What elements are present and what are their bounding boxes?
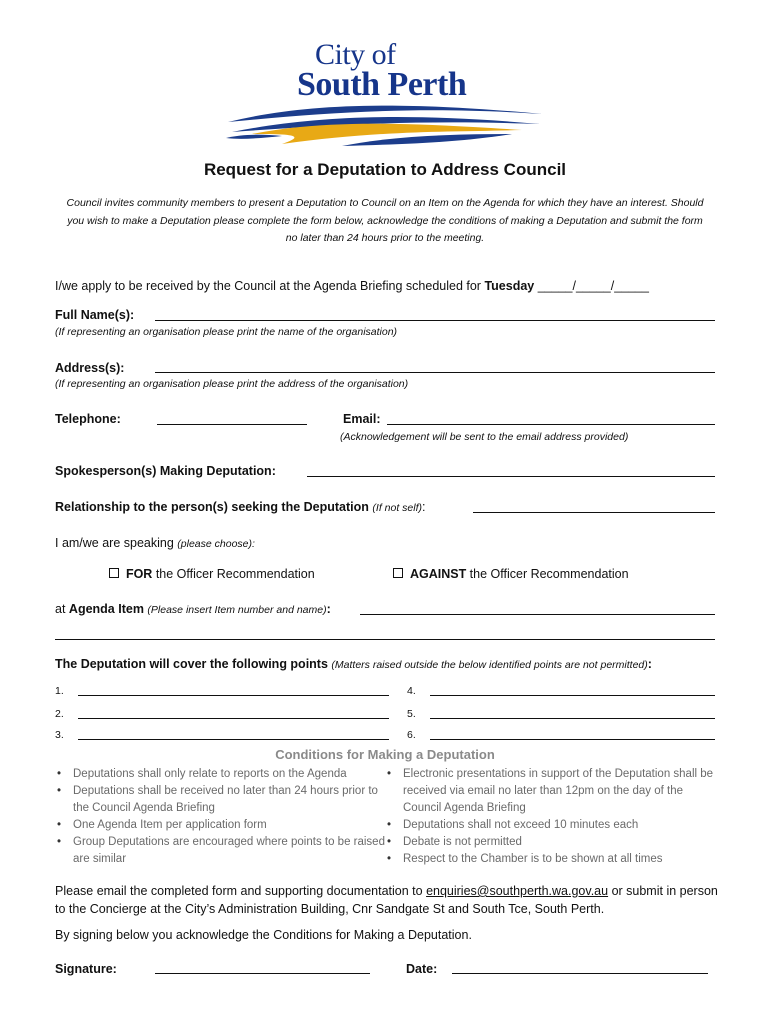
telephone-field[interactable] (157, 411, 307, 425)
agenda-colon: : (326, 602, 331, 616)
email-field[interactable] (387, 411, 715, 425)
point-number-4: 4. (407, 685, 416, 697)
intro-text: Council invites community members to present a Deputation to Council on an Item on the Agenda for which they have an interest. Should you wish to make a Deputation please complete the form below, acknowledge the conditions of making a Deputation and submit the form no later than 24 hours prior to the meeting. (66, 197, 704, 244)
point-field-1[interactable] (78, 684, 389, 696)
point-number-6: 6. (407, 729, 416, 741)
condition-item: • Deputations shall only relate to reports on the Agenda (55, 766, 385, 783)
signature-label: Signature: (55, 962, 117, 976)
point-number-5: 5. (407, 708, 416, 720)
agenda-item-line (55, 602, 331, 616)
condition-item: • Respect to the Chamber is to be shown at all times (385, 851, 720, 868)
date-field[interactable] (452, 960, 708, 974)
relationship-line (55, 500, 426, 514)
date-label: Date: (406, 962, 438, 976)
conditions-right-list (385, 766, 720, 868)
condition-item: • Deputations shall be received no later than 24 hours prior to the Council Agenda Briefing (55, 783, 385, 817)
points-line (55, 657, 652, 671)
logo-waves-icon (222, 100, 548, 156)
telephone-label: Telephone: (55, 412, 121, 426)
signature-field[interactable] (155, 960, 370, 974)
agenda-item-field-2[interactable] (55, 626, 715, 640)
apply-day: Tuesday (484, 279, 535, 293)
agenda-label: Agenda Item (68, 602, 144, 616)
point-field-2[interactable] (78, 707, 389, 719)
condition-item: • Debate is not permitted (385, 834, 720, 851)
spokesperson-field[interactable] (307, 463, 715, 477)
against-checkbox[interactable] (393, 568, 403, 578)
email-note: (Acknowledgement will be sent to the email address provided) (340, 431, 629, 443)
relationship-colon: : (422, 500, 426, 514)
page-title: Request for a Deputation to Address Council (203, 160, 567, 179)
speaking-line (55, 536, 255, 550)
for-checkbox[interactable] (109, 568, 119, 578)
relationship-note: (If not self) (372, 502, 423, 514)
full-name-note: (If representing an organisation please print the name of the organisation) (55, 326, 398, 338)
relationship-label: Relationship to the person(s) seeking the Deputation (55, 500, 369, 514)
option-for[interactable] (109, 567, 315, 581)
relationship-field[interactable] (473, 499, 715, 513)
speaking-label: I am/we are speaking (55, 536, 174, 550)
point-field-3[interactable] (78, 728, 389, 740)
submit-after: or submit in person to the Concierge at the City’s Administration Building, Cnr Sandgate St and South Tce, South Perth. (55, 884, 718, 916)
spokesperson-label: Spokesperson(s) Making Deputation: (55, 464, 276, 478)
option-against[interactable] (393, 567, 629, 581)
apply-text: I/we apply to be received by the Council at the Agenda Briefing scheduled for (55, 279, 481, 293)
full-name-label: Full Name(s): (55, 308, 135, 322)
speaking-note: (please choose): (177, 538, 255, 550)
point-number-1: 1. (55, 685, 64, 697)
points-note: (Matters raised outside the below identified points are not permitted) (331, 659, 648, 671)
address-label: Address(s): (55, 361, 125, 375)
agenda-item-field[interactable] (360, 601, 715, 615)
against-bold: AGAINST (409, 567, 467, 581)
points-label: The Deputation will cover the following points (55, 657, 328, 671)
point-number-2: 2. (55, 708, 64, 720)
submit-before: Please email the completed form and supporting documentation to (55, 884, 423, 898)
condition-item: • Group Deputations are encouraged where points to be raised are similar (55, 834, 385, 868)
point-field-5[interactable] (430, 707, 715, 719)
condition-item: • Deputations shall not exceed 10 minutes each (385, 817, 720, 834)
conditions-left-list (55, 766, 385, 868)
condition-item: • One Agenda Item per application form (55, 817, 385, 834)
point-field-4[interactable] (430, 684, 715, 696)
apply-line (55, 279, 649, 293)
full-name-field[interactable] (155, 307, 715, 321)
point-field-6[interactable] (430, 728, 715, 740)
email-label: Email: (343, 412, 381, 426)
condition-item: • Electronic presentations in support of the Deputation shall be received via email no later than 12pm on the day of the Council Agenda Briefing (385, 766, 720, 817)
agenda-note: (Please insert Item number and name) (147, 604, 327, 616)
for-bold: FOR (125, 567, 153, 581)
acknowledge-text: By signing below you acknowledge the Conditions for Making a Deputation. (55, 928, 472, 942)
logo-line2: South Perth (297, 66, 467, 103)
points-colon: : (647, 657, 652, 671)
logo-line1: City of (315, 38, 396, 71)
for-rest: the Officer Recommendation (152, 567, 315, 581)
conditions-title: Conditions for Making a Deputation (275, 747, 495, 762)
address-note: (If representing an organisation please print the address of the organisation) (55, 378, 409, 390)
agenda-prefix: at (55, 602, 66, 616)
address-field[interactable] (155, 359, 715, 373)
apply-date-field[interactable]: _____/_____/_____ (537, 279, 649, 293)
submit-email-link[interactable]: enquiries@southperth.wa.gov.au (426, 884, 609, 898)
point-number-3: 3. (55, 729, 64, 741)
against-rest: the Officer Recommendation (466, 567, 629, 581)
submit-instructions (55, 882, 720, 918)
